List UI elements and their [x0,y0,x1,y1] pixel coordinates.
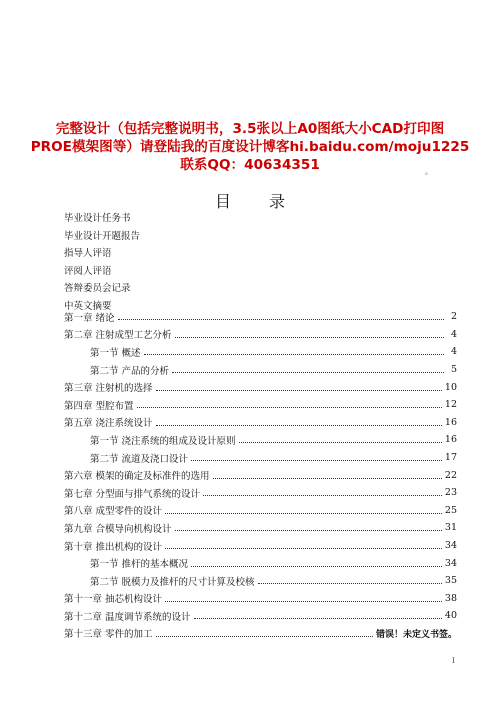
front-matter-item: 毕业设计任务书 [64,213,131,224]
dot-leader [156,636,373,637]
toc-subentry [64,572,457,590]
toc-entry-label: 第四章 型腔布置 [64,400,134,412]
toc-entry-page: 34 [444,557,457,569]
page-number: I [452,657,455,665]
toc-entry-page: 10 [444,381,457,393]
dot-leader [144,354,444,355]
toc-entry-page: 40 [444,610,457,622]
toc-entry [64,502,457,520]
dot-leader [258,583,442,584]
front-matter-item: 答辩委员会记录 [64,283,131,295]
toc-entry-label: 第九章 合模导向机构设计 [64,523,172,535]
dot-leader [118,319,444,320]
toc-entry-page: 31 [444,522,457,534]
dot-leader [239,442,442,443]
promo-line-3: 联系QQ：40634351 [180,157,320,173]
toc-entry-label: 第二节 脱模力及推杆的尺寸计算及校核 [90,576,255,588]
toc-entry-label: 第十三章 零件的加工 [64,629,153,641]
dot-leader [172,372,444,373]
toc-entry-page: 17 [444,452,457,464]
front-matter-item: 中英文摘要 [64,300,112,312]
toc-entry-page: 25 [444,504,457,516]
toc-entry [64,466,457,484]
toc-entry-label: 第二章 注射成型工艺分析 [64,330,172,342]
toc-entry [64,625,457,643]
front-matter-item: 评阅人评语 [64,265,112,277]
dot-leader [165,513,442,514]
toc-entry [64,537,457,555]
toc-entry [64,308,457,326]
toc-entry-label: 第七章 分型面与排气系统的设计 [64,488,201,500]
toc-entry-page: 35 [444,575,457,587]
toc-entry-label: 第一节 推杆的基本概况 [90,559,189,571]
toc-entry-label: 第五章 浇注系统设计 [64,418,153,430]
promo-line-1: 完整设计（包括完整说明书，3.5张以上A0图纸大小CAD打印图 [55,121,445,137]
toc-entry [64,484,457,502]
toc-entry-page: 38 [444,592,457,604]
toc-entry-page: 34 [444,540,457,552]
dot-leader [165,548,442,549]
toc-subentry [64,554,457,572]
toc-subentry [64,361,457,379]
toc-subentry [64,431,457,449]
toc-entry-page: 5 [450,364,457,376]
toc-entry [64,519,457,537]
toc-entry-page: 16 [444,416,457,428]
dot-leader [203,495,442,496]
toc-entry-label: 第一节 浇注系统的组成及设计原则 [90,435,236,447]
toc-subentry [64,449,457,467]
toc-entry [64,590,457,608]
toc-heading: 目录 [214,192,323,211]
toc-entry-label: 第八章 成型零件的设计 [64,506,163,518]
toc-entry-label: 第二节 流道及浇口设计 [90,453,189,465]
dot-leader [191,566,442,567]
dot-leader [165,601,442,602]
dot-leader [137,407,442,408]
toc-entry [64,378,457,396]
front-matter-item: 毕业设计开题报告 [64,230,141,242]
toc-entry [64,396,457,414]
dot-leader [156,425,442,426]
toc-subentry [64,343,457,361]
toc-entry [64,326,457,344]
dot-leader [175,337,444,338]
promo-line-2: PROE模架图等）请登陆我的百度设计博客hi.baidu.com/moju1225 [30,139,470,155]
dot-leader [175,530,442,531]
toc-entry-page: 12 [444,399,457,411]
toc-entry-page: 4 [450,328,457,340]
toc-entry-label: 第二节 产品的分析 [90,365,170,377]
toc-entry-page: 4 [450,346,457,358]
toc-entry-page: 23 [444,487,457,499]
toc-entry-label: 第十章 推出机构的设计 [64,541,163,553]
toc-entry-page: 16 [444,434,457,446]
toc-entry-label: 第十二章 温度调节系统的设计 [64,611,191,623]
dot-leader [156,390,442,391]
toc-entry [64,414,457,432]
front-matter-list [64,210,140,316]
stray-mark: 。 [425,167,433,176]
toc-entry-label: 第一章 绪论 [64,312,115,324]
toc-entry-page: 2 [450,311,457,323]
dot-leader [213,478,442,479]
toc-entry-label: 第六章 模架的确定及标准件的选用 [64,471,210,483]
toc-entry-page-error: 错误！未定义书签。 [375,629,457,640]
front-matter-item: 指导人评语 [64,248,112,260]
dot-leader [194,618,442,619]
toc-list [64,308,457,642]
toc-entry [64,607,457,625]
dot-leader [191,460,442,461]
toc-entry-label: 第三章 注射机的选择 [64,383,153,395]
toc-entry-label: 第十一章 抽芯机构设计 [64,594,163,606]
toc-entry-page: 22 [444,469,457,481]
toc-entry-label: 第一节 概述 [90,347,141,359]
